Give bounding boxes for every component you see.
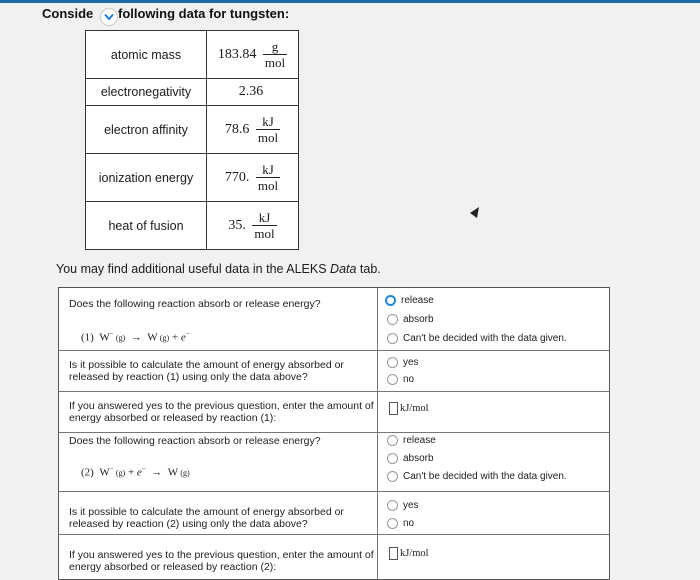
property-label: electron affinity <box>86 106 207 154</box>
question-text: Does the following reaction absorb or release energy? <box>69 298 321 310</box>
question-text: Does the following reaction absorb or release energy? <box>69 435 321 447</box>
radio-yes-2[interactable]: yes <box>387 500 419 511</box>
radio-cant-decide-1[interactable]: Can't be decided with the data given. <box>387 333 567 344</box>
radio-absorb-1[interactable]: absorb <box>387 314 434 325</box>
header-word-1: Conside <box>42 6 94 21</box>
unit-fraction: $\frac{g}{\text{mol}}$ <box>264 38 286 70</box>
collapse-toggle[interactable] <box>100 8 118 26</box>
mouse-pointer-icon <box>470 207 480 219</box>
question-text: Is it possible to calculate the amount of energy absorbed or released by reaction (2) using only the data above? <box>69 506 344 530</box>
property-value: 78.6 $\frac{kJ}{\text{mol}}$ <box>207 106 299 154</box>
question-cell <box>59 433 378 491</box>
radio-button[interactable] <box>387 314 398 325</box>
data-row-electron-affinity <box>86 106 299 154</box>
property-value: 770. $\frac{kJ}{\text{mol}}$ <box>207 154 299 202</box>
radio-no-1[interactable]: no <box>387 374 414 385</box>
top-accent-bar <box>0 0 700 3</box>
chevron-down-icon <box>104 13 114 21</box>
radio-button[interactable] <box>387 500 398 511</box>
radio-button[interactable] <box>387 357 398 368</box>
question-text: If you answered yes to the previous question, enter the amount of energy absorbed or released by reaction (2): <box>69 549 374 573</box>
radio-no-2[interactable]: no <box>387 518 414 529</box>
energy-answer-input-1[interactable]: kJ/mol <box>389 402 429 415</box>
radio-button[interactable] <box>387 333 398 344</box>
energy-answer-input-2[interactable]: kJ/mol <box>389 547 429 560</box>
question-cell <box>59 492 378 534</box>
reaction-2: (2) W− (g) + e− → W (g) <box>81 465 190 479</box>
data-row-heat-of-fusion <box>86 202 299 250</box>
unit-fraction: $\frac{kJ}{\text{mol}}$ <box>257 113 279 145</box>
radio-button[interactable] <box>387 435 398 446</box>
property-label: atomic mass <box>86 31 207 79</box>
property-label: ionization energy <box>86 154 207 202</box>
questions-table <box>58 287 610 580</box>
answer-box[interactable] <box>389 547 398 560</box>
property-value: 183.84 $\frac{g}{\text{mol}}$ <box>207 31 299 79</box>
unit-fraction: $\frac{kJ}{\text{mol}}$ <box>254 209 275 241</box>
radio-button[interactable] <box>387 471 398 482</box>
aleks-data-note: You may find additional useful data in the ALEKS Data tab. <box>56 262 381 276</box>
radio-release-1[interactable]: release <box>385 295 434 306</box>
property-value: 2.36 <box>207 79 299 106</box>
radio-button[interactable] <box>387 453 398 464</box>
question-row-2 <box>59 350 609 391</box>
question-row-4 <box>59 432 609 491</box>
answer-box[interactable] <box>389 402 398 415</box>
data-row-ionization-energy <box>86 154 299 202</box>
question-row-5 <box>59 491 609 534</box>
tungsten-data-table <box>85 30 299 250</box>
data-row-electronegativity <box>86 79 299 106</box>
radio-button[interactable] <box>387 518 398 529</box>
question-row-1 <box>59 288 609 350</box>
property-value: 35. $\frac{kJ}{\text{mol}}$ <box>207 202 299 250</box>
radio-yes-1[interactable]: yes <box>387 357 419 368</box>
radio-button[interactable] <box>385 295 396 306</box>
radio-release-2[interactable]: release <box>387 435 436 446</box>
unit-fraction: $\frac{kJ}{\text{mol}}$ <box>257 161 279 193</box>
radio-button[interactable] <box>387 374 398 385</box>
question-text: If you answered yes to the previous question, enter the amount of energy absorbed or released by reaction (1): <box>69 400 374 424</box>
question-cell <box>59 351 378 391</box>
question-cell <box>59 535 378 579</box>
radio-absorb-2[interactable]: absorb <box>387 453 434 464</box>
question-row-3 <box>59 391 609 432</box>
data-row-atomic-mass <box>86 31 299 79</box>
question-row-6 <box>59 534 609 579</box>
radio-cant-decide-2[interactable]: Can't be decided with the data given. <box>387 471 567 482</box>
question-text: Is it possible to calculate the amount of energy absorbed or released by reaction (1) using only the data above? <box>69 359 344 383</box>
property-label: electronegativity <box>86 79 207 106</box>
property-label: heat of fusion <box>86 202 207 250</box>
question-cell <box>59 392 378 432</box>
data-tab-link[interactable]: Data <box>330 262 357 276</box>
question-cell <box>59 288 378 350</box>
header-word-2: following data for tungsten: <box>118 6 290 21</box>
reaction-1: (1) W− (g) → W (g) + e− <box>81 330 190 344</box>
